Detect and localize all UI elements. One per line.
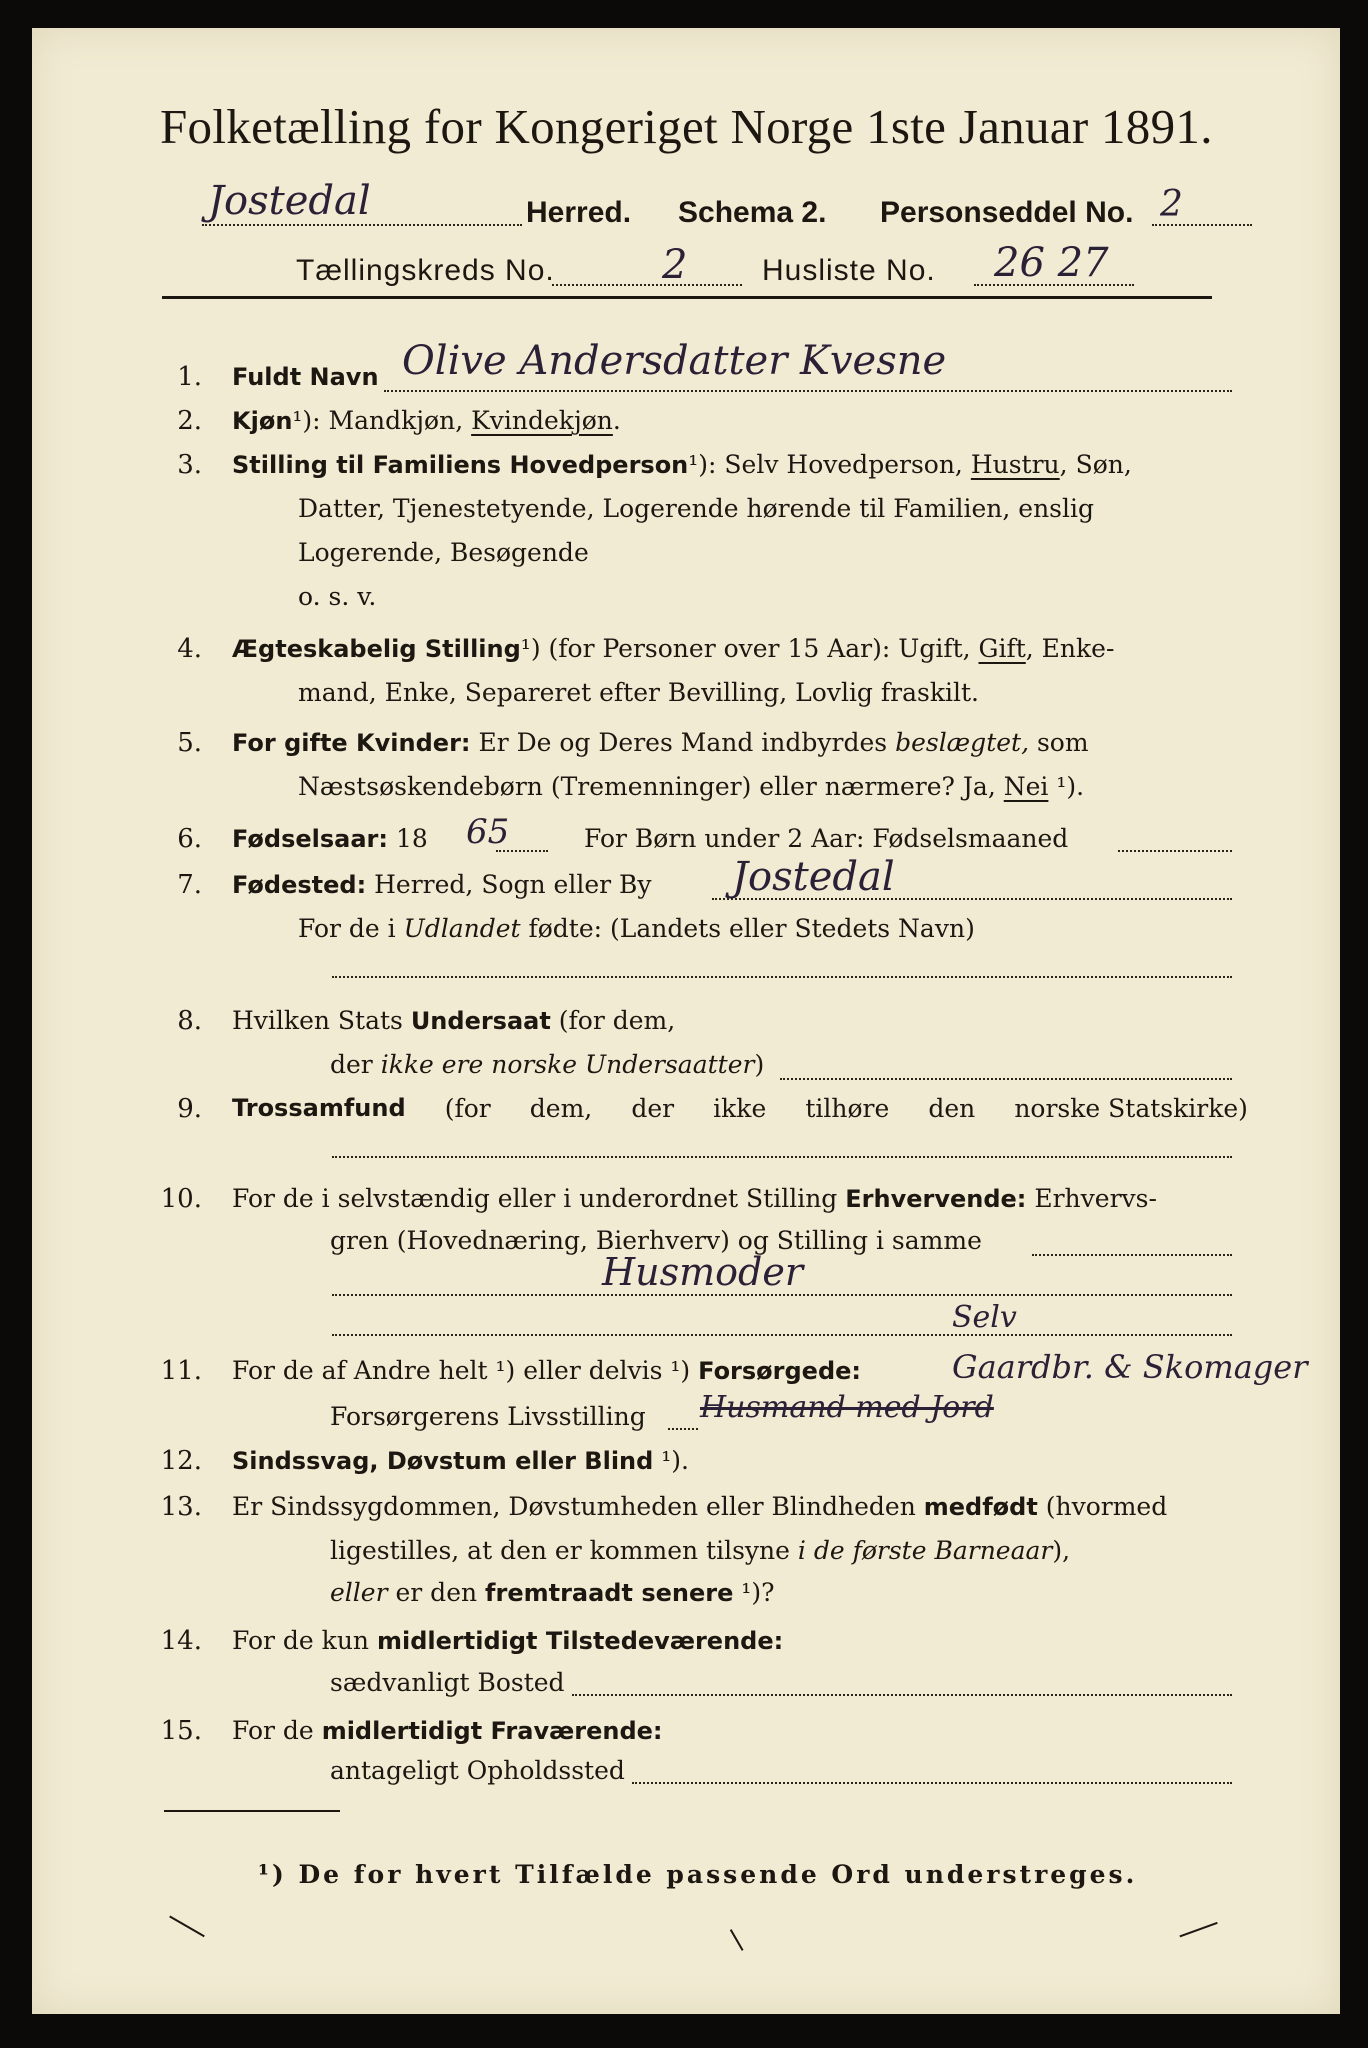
herred-label: Herred. — [526, 196, 632, 229]
item-text: For de i selvstændig eller i underordnet Stilling Erhvervende: Erhvervs- — [232, 1184, 1157, 1213]
item-number: 12. — [160, 1446, 202, 1476]
item-number: 2. — [177, 406, 202, 436]
item-text: Er Sindssygdommen, Døvstumheden eller Blindheden medfødt (hvormed — [232, 1492, 1168, 1521]
dotted-line — [332, 976, 1232, 978]
birth-year-value: 65 — [466, 812, 510, 852]
corner-mark — [159, 1915, 205, 1954]
header-rule — [162, 296, 1212, 299]
item-text: Kjøn¹): Mandkjøn, Kvindekjøn. — [232, 406, 621, 435]
item-number: 7. — [177, 870, 202, 900]
item-label: Fødselsaar: 18 — [232, 824, 428, 853]
occupation-dotted-line — [332, 1294, 1232, 1296]
item-continuation: o. s. v. — [298, 582, 377, 611]
item-text: For gifte Kvinder: Er De og Deres Mand indbyrdes beslægtet, som — [232, 728, 1089, 757]
form-title: Folketælling for Kongeriget Norge 1ste Januar 1891. — [160, 99, 1213, 154]
item-label: Fødested: Herred, Sogn eller By — [232, 870, 652, 899]
item-number: 3. — [177, 450, 202, 480]
birthplace-value: Jostedal — [732, 854, 895, 900]
item-number: 4. — [177, 634, 202, 664]
taellingskreds-dotted-line — [552, 284, 742, 286]
item-number: 6. — [177, 824, 202, 854]
occupation-value: Husmoder — [602, 1250, 804, 1294]
provider-occupation-struck: Husmand med Jord — [700, 1390, 994, 1425]
item-continuation: der ikke ere norske Undersaatter) — [330, 1050, 765, 1079]
item-text: For de kun midlertidigt Tilstedeværende: — [232, 1626, 784, 1655]
item-number: 5. — [177, 728, 202, 758]
item-text: Trossamfund (for dem, der ikke tilhøre den norske Statskirke) — [232, 1094, 1248, 1123]
selected-option: Nei — [1003, 772, 1049, 801]
dotted-line — [572, 1694, 1232, 1696]
provider-value: Gaardbr. & Skomager — [952, 1348, 1308, 1386]
item-continuation: Logerende, Besøgende — [298, 538, 589, 567]
item-text: Ægteskabelig Stilling¹) (for Personer over 15 Aar): Ugift, Gift, Enke- — [232, 634, 1115, 663]
item-continuation: gren (Hovednæring, Bierhverv) og Stilling i samme — [330, 1226, 982, 1255]
item-continuation: Forsørgerens Livsstilling — [330, 1402, 646, 1431]
item-number: 1. — [177, 362, 202, 392]
name-dotted-line — [384, 390, 1232, 392]
item-number: 11. — [160, 1356, 202, 1386]
dotted-line — [332, 1334, 1232, 1336]
personseddel-value: 2 — [1160, 184, 1183, 225]
item-label: Fuldt Navn — [232, 363, 379, 391]
item-number: 8. — [177, 1006, 202, 1036]
herred-dotted-line — [202, 224, 522, 226]
dotted-line — [668, 1428, 698, 1430]
corner-mark — [712, 1929, 743, 1961]
item-text: For de midlertidigt Fraværende: — [232, 1716, 663, 1745]
taellingskreds-value: 2 — [662, 242, 688, 288]
item-continuation: antageligt Opholdssted — [330, 1756, 625, 1785]
item-continuation: sædvanligt Bosted — [330, 1668, 565, 1697]
item-text: Sindssvag, Døvstum eller Blind ¹). — [232, 1446, 689, 1475]
footnote-rule — [164, 1810, 340, 1812]
dotted-line — [632, 1782, 1232, 1784]
item-continuation: mand, Enke, Separeret efter Bevilling, Lovlig fraskilt. — [298, 678, 979, 707]
footnote: ¹) De for hvert Tilfælde passende Ord understreges. — [258, 1860, 1138, 1889]
name-value: Olive Andersdatter Kvesne — [402, 338, 947, 384]
item-text: Stilling til Familiens Hovedperson¹): Selv Hovedperson, Hustru, Søn, — [232, 450, 1132, 479]
item-number: 10. — [160, 1184, 202, 1214]
occupation-annotation: Selv — [952, 1300, 1017, 1335]
dotted-line — [332, 1156, 1232, 1158]
item-number: 15. — [160, 1716, 202, 1746]
item-text: For de af Andre helt ¹) eller delvis ¹) Forsørgede: — [232, 1356, 862, 1385]
item-text: For Børn under 2 Aar: Fødselsmaaned — [584, 824, 1069, 853]
herred-value: Jostedal — [208, 178, 371, 224]
schema-label: Schema 2. — [678, 196, 827, 229]
personseddel-label: Personseddel No. — [880, 196, 1134, 229]
husliste-label: Husliste No. — [762, 254, 936, 287]
selected-option: Kvindekjøn — [471, 406, 613, 435]
item-continuation: eller er den fremtraadt senere ¹)? — [330, 1578, 775, 1607]
dotted-line — [780, 1078, 1232, 1080]
item-continuation: For de i Udlandet fødte: (Landets eller Stedets Navn) — [298, 914, 975, 943]
item-number: 14. — [160, 1626, 202, 1656]
month-dotted-line — [1118, 850, 1232, 852]
item-continuation: Datter, Tjenestetyende, Logerende hørende til Familien, enslig — [298, 494, 1095, 523]
item-number: 9. — [177, 1094, 202, 1124]
selected-option: Hustru — [970, 450, 1060, 479]
taellingskreds-label: Tællingskreds No. — [296, 254, 555, 287]
husliste-value: 26 27 — [994, 240, 1109, 286]
dotted-line — [1032, 1254, 1232, 1256]
item-text: Hvilken Stats Undersaat (for dem, — [232, 1006, 676, 1035]
item-number: 13. — [160, 1492, 202, 1522]
census-form-sheet — [32, 28, 1340, 2014]
item-continuation: ligestilles, at den er kommen tilsyne i de første Barneaar), — [330, 1536, 1071, 1565]
corner-mark — [1179, 1922, 1224, 1956]
birth-year-dotted-line — [496, 850, 548, 852]
item-continuation: Næstsøskendebørn (Tremenninger) eller nærmere? Ja, Nei ¹). — [298, 772, 1085, 801]
selected-option: Gift — [978, 634, 1026, 663]
